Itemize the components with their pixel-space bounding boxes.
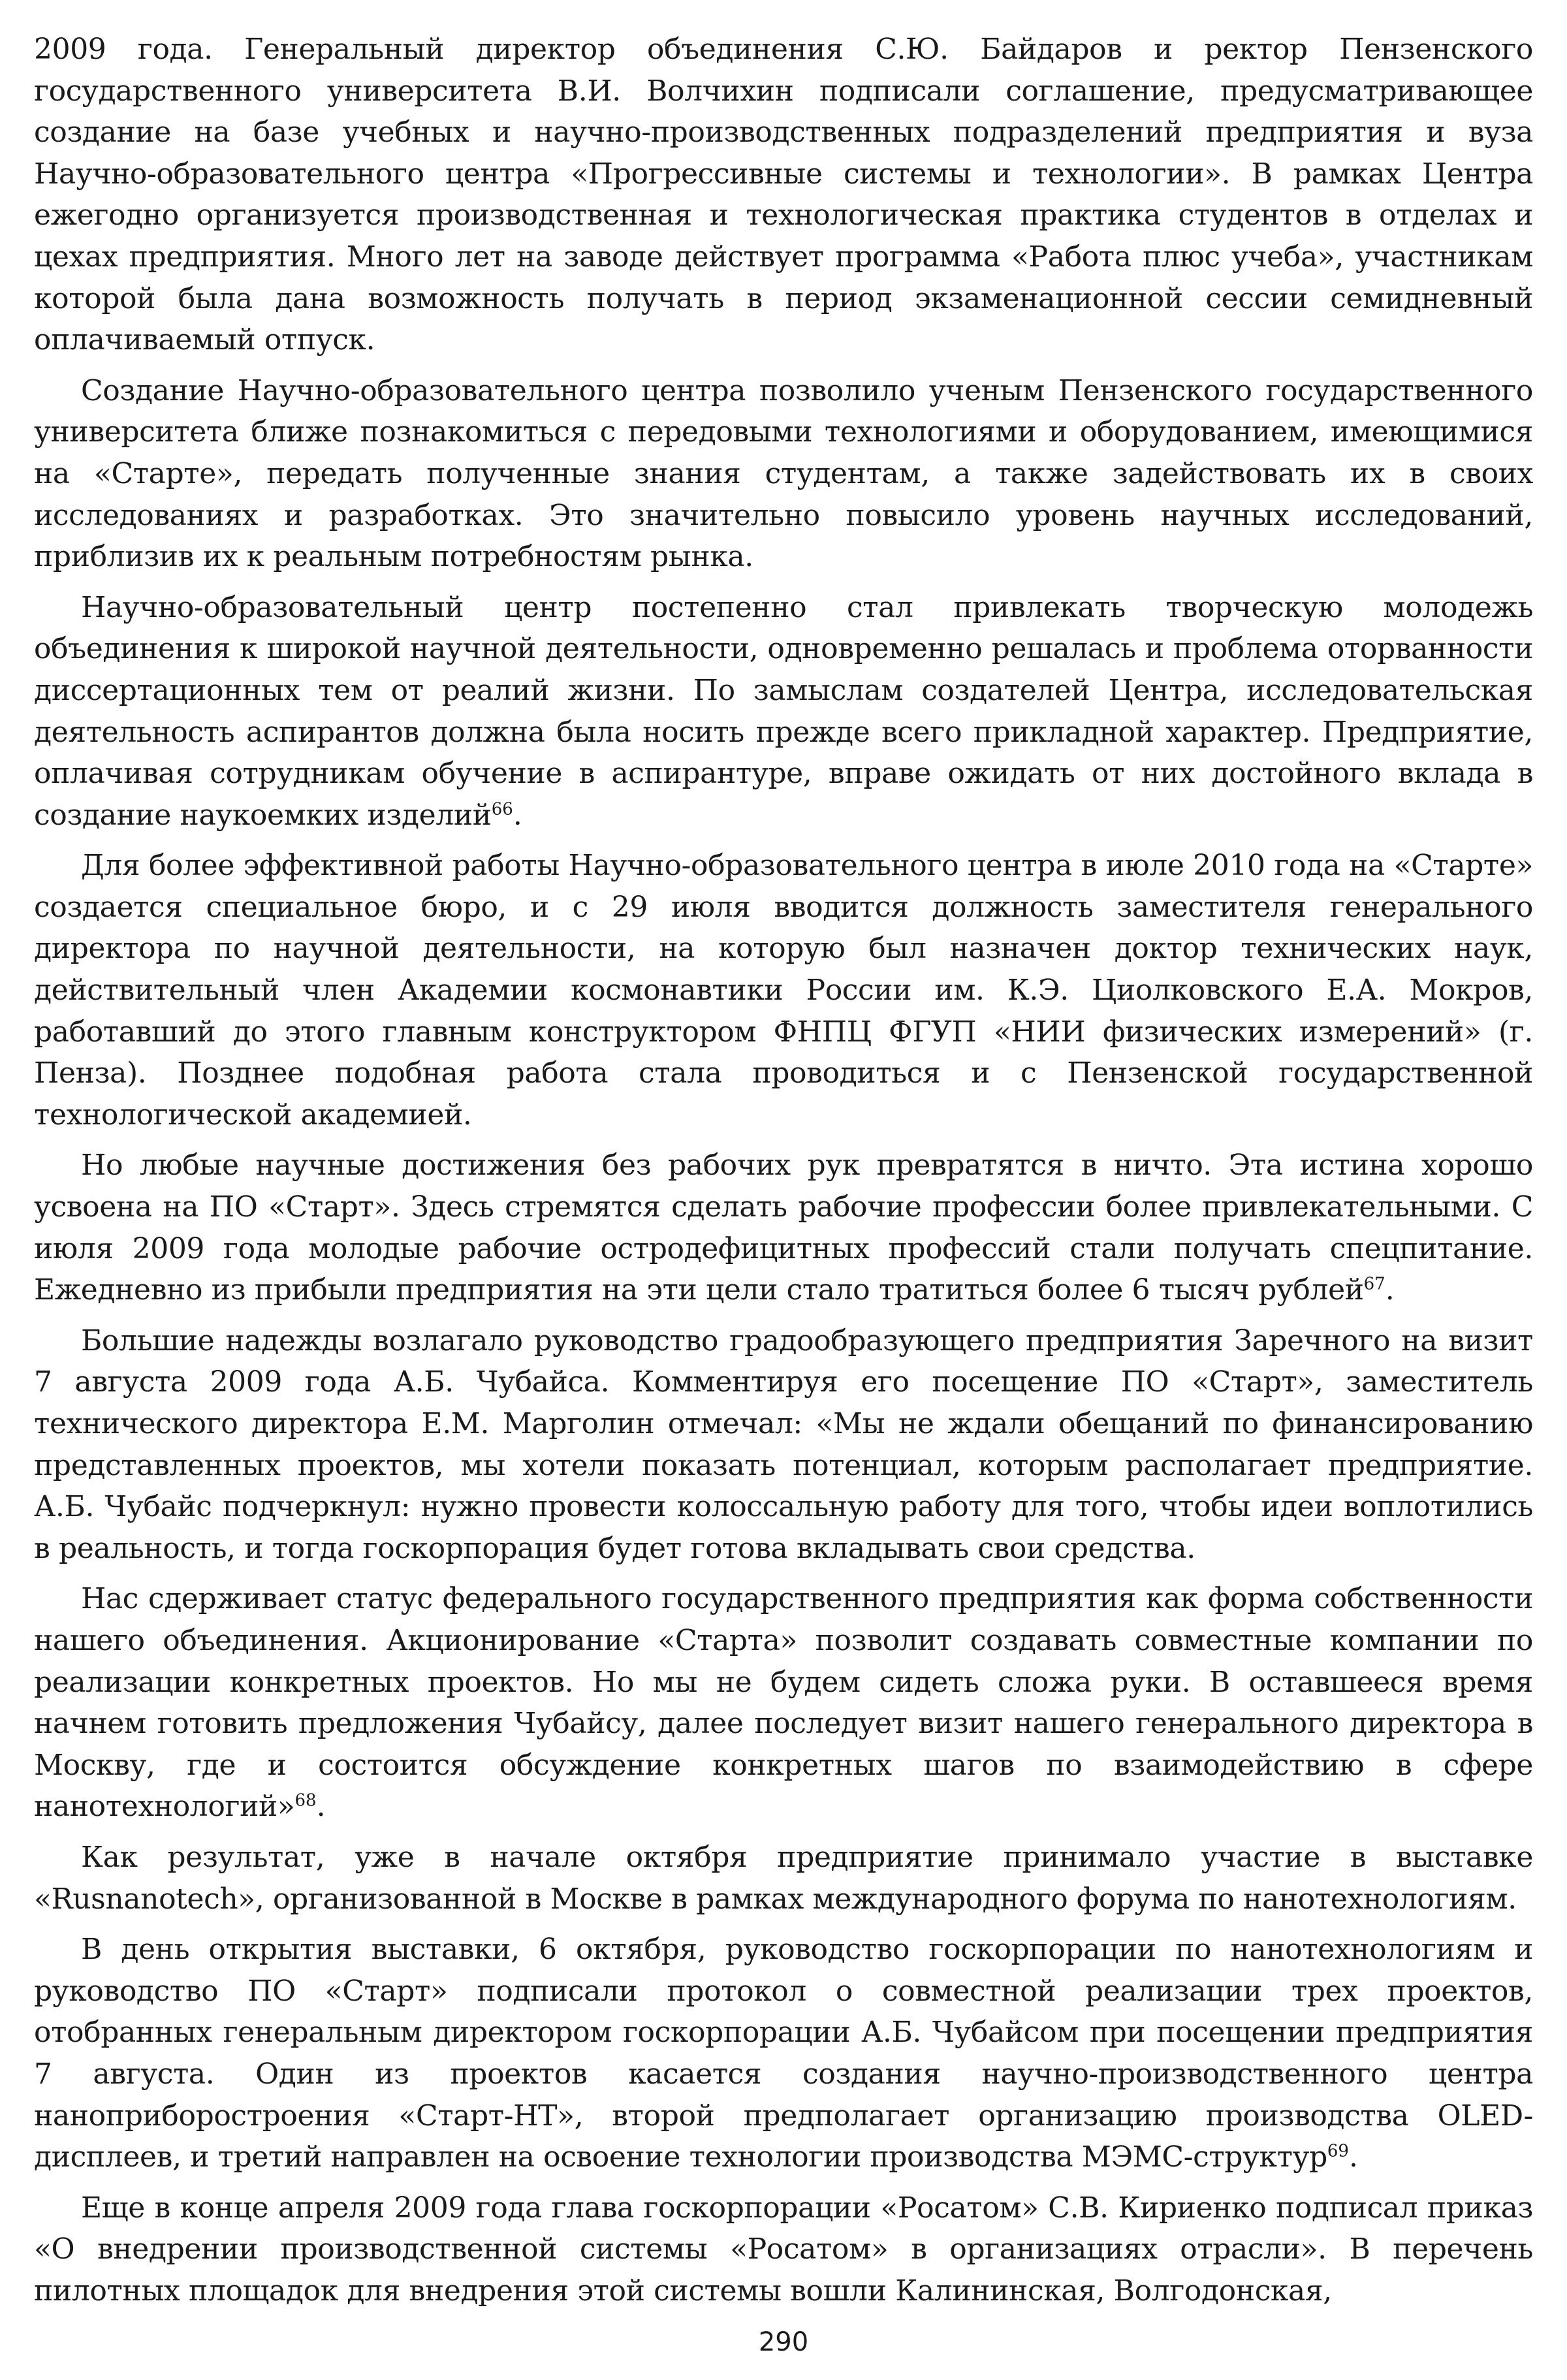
paragraph-5 <box>34 1145 1533 1310</box>
paragraph-text: Как результат, уже в начале октября предприятие принимало участие в выставке «Rusnanotech», организованной в Москве в рамках международного форума по нанотехнологиям. <box>34 1840 1533 1916</box>
paragraph-1 <box>34 29 1533 361</box>
paragraph-10 <box>34 2187 1533 2312</box>
paragraph-8 <box>34 1837 1533 1920</box>
paragraph-7 <box>34 1578 1533 1828</box>
paragraph-tail: . <box>1348 2140 1358 2174</box>
paragraph-text: Для более эффективной работы Научно-образовательного центра в июле 2010 года на «Старте» создается специальное бюро, и с 29 июля вводится должность заместителя генерального директора по научной деятельности, на которую был назначен доктор технических наук, действительный член Академии космонавтики России им. К.Э. Циолковского Е.А. Мокров, работавший до этого главным конструктором ФНПЦ ФГУП «НИИ физических измерений» (г. Пенза). Позднее подобная работа стала проводиться и с Пензенской государственной технологической академией. <box>34 849 1533 1132</box>
paragraph-4 <box>34 845 1533 1135</box>
paragraph-text: Еще в конце апреля 2009 года глава госкорпорации «Росатом» С.В. Кириенко подписал приказ «О внедрении производственной системы «Росатом» в организациях отрасли». В перечень пилотных площадок для внедрения этой системы вошли Калининская, Волгодонская, <box>34 2191 1533 2308</box>
paragraph-text: 2009 года. Генеральный директор объединения С.Ю. Байдаров и ректор Пензенского государственного университета В.И. Волчихин подписали соглашение, предусматривающее создание на базе учебных и научно-производственных подразделений предприятия и вуза Научно-образовательного центра «Прогрессивные системы и технологии». В рамках Центра ежегодно организуется производственная и технологическая практика студентов в отделах и цехах предприятия. Много лет на заводе действует программа «Работа плюс учеба», участникам которой была дана возможность получать в период экзаменационной сессии семидневный оплачиваемый отпуск. <box>34 33 1533 357</box>
paragraph-tail: . <box>1385 1273 1395 1307</box>
paragraph-text: Нас сдерживает статус федерального государственного предприятия как форма собственности нашего объединения. Акционирование «Старта» позволит создавать совместные компании по реализации конкретных проектов. Но мы не будем сидеть сложа руки. В оставшееся время начнем готовить предложения Чубайсу, далее последует визит нашего генерального директора в Москву, где и состоится обсуждение конкретных шагов по взаимодействию в сфере нанотехнологий» <box>34 1582 1533 1824</box>
paragraph-6 <box>34 1320 1533 1570</box>
paragraph-3 <box>34 587 1533 836</box>
paragraph-2 <box>34 370 1533 578</box>
paragraph-text: Но любые научные достижения без рабочих рук превратятся в ничто. Эта истина хорошо усвоена на ПО «Старт». Здесь стремятся сделать рабочие профессии более привлекательными. С июля 2009 года молодые рабочие остродефицитных профессий стали получать спецпитание. Ежедневно из прибыли предприятия на эти цели стало тратиться более 6 тысяч рублей <box>34 1149 1533 1307</box>
footnote-ref-69[interactable]: 69 <box>1327 2141 1349 2161</box>
book-page <box>34 29 1533 2379</box>
paragraph-text: Научно-образовательный центр постепенно стал привлекать творческую молодежь объединения к широкой научной деятельности, одновременно решалась и проблема оторванности диссертационных тем от реалий жизни. По замыслам создателей Центра, исследовательская деятельность аспирантов должна была носить прежде всего прикладной характер. Предприятие, оплачивая сотрудникам обучение в аспирантуре, вправе ожидать от них достойного вклада в создание наукоемких изделий <box>34 590 1533 832</box>
footnote-ref-68[interactable]: 68 <box>294 1790 317 1811</box>
page-number: 290 <box>758 2327 809 2357</box>
paragraph-tail: . <box>513 798 522 832</box>
paragraph-text: Создание Научно-образовательного центра позволило ученым Пензенского государственного университета ближе познакомиться с передовыми технологиями и оборудованием, имеющимися на «Старте», передать полученные знания студентам, а также задействовать их в своих исследованиях и разработках. Это значительно повысило уровень научных исследований, приблизив их к реальным потребностям рынка. <box>34 373 1533 574</box>
footnote-ref-66[interactable]: 66 <box>491 799 513 819</box>
footnote-ref-67[interactable]: 67 <box>1363 1274 1385 1294</box>
paragraph-9 <box>34 1929 1533 2178</box>
paragraph-text: В день открытия выставки, 6 октября, руководство госкорпорации по нанотехнологиям и руководство ПО «Старт» подписали протокол о совместной реализации трех проектов, отобранных генеральным директором госкорпорации А.Б. Чубайсом при посещении предприятия 7 августа. Один из проектов касается создания научно-производственного центра наноприборостроения «Старт-НТ», второй предполагает организацию производства OLED-дисплеев, и третий направлен на освоение технологии производства МЭМС-структур <box>34 1933 1533 2174</box>
paragraph-tail: . <box>316 1790 326 1824</box>
body-text <box>34 29 1533 2311</box>
paragraph-text: Большие надежды возлагало руководство градообразующего предприятия Заречного на визит 7 августа 2009 года А.Б. Чубайса. Комментируя его посещение ПО «Старт», заместитель технического директора Е.М. Марголин отмечал: «Мы не ждали обещаний по финансированию представленных проектов, мы хотели показать потенциал, которым располагает предприятие. А.Б. Чубайс подчеркнул: нужно провести колоссальную работу для того, чтобы идеи воплотились в реальность, и тогда госкорпорация будет готова вкладывать свои средства. <box>34 1324 1533 1565</box>
